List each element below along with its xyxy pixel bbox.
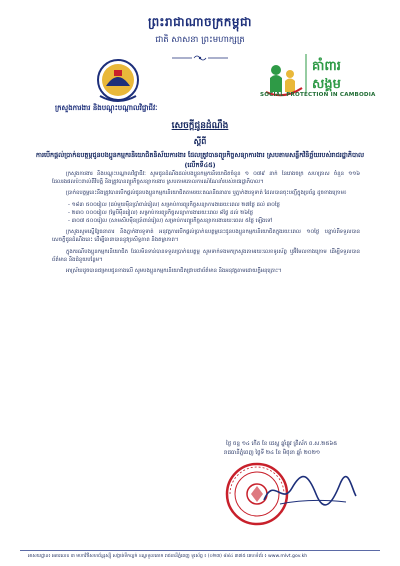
title-block — [20, 120, 380, 170]
document-heading: ការបើកផ្តល់ប្រាក់ឧបត្ថម្ភជូនបងប្អូនកម្មករនិយោជិតនិស័យការងារ ដែលត្រូវបានព្យួរកិច្ចសន្យាការងារ ស្របតាមសន្លឹកវិនិច្ឆ័យរបស់រាជរដ្ឋាភិបាល (លើកទី៤៥) — [35, 151, 365, 169]
paragraph-4: ក្នុងករណីបងប្អូនកម្មករនិយោជិត ដែលមិនទាន់បានទទួលប្រាក់ឧបត្ថម្ភ សូមទាក់ទងមកក្រសួងតាមរយៈលេខទូរស័ព្ទ ឬអ៊ីមែលខាងក្រោម ដើម្បីទទួលបានព័ត៌មាន និងជំនួយបន្ថែម។ — [52, 248, 360, 263]
ministry-logo-icon — [92, 56, 144, 106]
paragraph-2: ប្រាក់ឧបត្ថម្ភនេះនឹងត្រូវបានបើកផ្តល់ជូនបងប្អូនកម្មករនិយោជិតតាមរយៈគណនីធនាគារ ឬភ្នាក់ងារទូទាត់ ដែលបានចុះបញ្ជីក្នុងប្រព័ន្ធ ដូចខាងក្រោម៖ — [66, 190, 347, 197]
document-title: សេចក្តីជូនដំណឹង — [171, 121, 229, 131]
kingdom-motto: ជាតិ សាសនា ព្រះមហាក្សត្រ — [155, 35, 245, 45]
svg-text:សង្គម: សង្គម — [312, 77, 341, 92]
signature-area — [200, 440, 370, 535]
ornament-divider-icon — [170, 54, 230, 62]
paragraph-1: ក្រសួងការងារ និងបណ្តុះបណ្តាលវិជ្ជាជីវៈ សូមជូនដំណឹងដល់បងប្អូនកម្មករនិយោជិតចំនួន ១ ០៧៩ នាក់ នៃរោងចក្រ សហគ្រាស ចំនួន ១១៦ ដែលរងផលប៉ះពាល់ពីវិបត្តិ និងត្រូវបានព្យួរកិច្ចសន្យាការងារ ស្របតាមគោលការណ៍ណែនាំរបស់រាជរដ្ឋាភិបាល។ — [52, 171, 360, 186]
social-protection-caption: SOCIAL PROTECTION IN CAMBODIA — [260, 92, 376, 98]
solar-date: រាជធានីភ្នំពេញ ថ្ងៃទី ២៤ ខែ មិថុនា ឆ្នាំ ២០២១ — [224, 450, 321, 456]
signature-icon — [260, 470, 360, 510]
kingdom-title: ព្រះរាជាណាចក្រកម្ពុជា — [148, 15, 252, 29]
svg-text:គាំពារ: គាំពារ — [312, 59, 341, 74]
allowance-list — [52, 201, 360, 226]
ministry-name: ក្រសួងការងារ និងបណ្តុះបណ្តាលវិជ្ជាជីវៈ — [55, 104, 158, 112]
paragraph-3: ក្រសួងសូមស្នើឱ្យធនាគារ និងភ្នាក់ងារទូទាត់ អនុវត្តការបើកផ្តល់ប្រាក់ឧបត្ថម្ភនេះជូនបងប្អូនកម្មករនិយោជិតក្នុងរយៈពេល ១០ថ្ងៃ បន្ទាប់ពីទទួលបានសេចក្តីជូនដំណឹងនេះ ដើម្បីធានាបាននូវប្រសិទ្ធភាព និងតម្លាភាព។ — [52, 229, 360, 244]
footer-address: អាសយដ្ឋាន៖ អគារលេខ ៣ មហាវិថីសហព័ន្ធរុស្ស៊ី សង្កាត់ទឹកល្អក់ ខណ្ឌទួលគោក រាជធានីភ្នំពេញ ទូរស័ព្ទ ៖ (០២៣) ៨៨៤ ៣៧៥ គេហទំព័រ ៖ www.mlvt.gov.kh — [28, 554, 308, 559]
paragraph-5: អាស្រ័យដូចបានជម្រាបជូនខាងលើ សូមបងប្អូនកម្មករនិយោជិតជ្រាបជាព័ត៌មាន និងអនុវត្តតាមដោយក្តីអនុគ្រោះ។ — [66, 268, 282, 275]
document-body — [52, 170, 360, 278]
document-subject: ស្តីពី — [193, 137, 207, 146]
list-item: - ៣០៧ ៥០០រៀល (សាមសិបម៉ឺនប្រាំពាន់រៀល) សម្រាប់ការព្យួរកិច្ចសន្យាការងាររយៈពេល ៥ថ្ងៃ ឡើងទៅ — [68, 218, 273, 225]
lunar-date: ថ្ងៃ ចន្ទ ១៤ កើត ខែ ជេស្ឋ ឆ្នាំឆ្លូវ ត្រីស័ក ព.ស.២៥៦៥ — [226, 441, 338, 447]
list-item: - ១៨៣ ៥០០រៀល (ដប់មួយម៉ឺនប្រាំពាន់រៀល) សម្រាប់ការព្យួរកិច្ចសន្យាការងាររយៈពេល ២៧ថ្ងៃ ដល់ ៣០ថ្ងៃ — [68, 201, 280, 208]
document-footer — [0, 550, 400, 564]
footer-divider — [20, 550, 380, 551]
list-item: - ២៣០ ០០០រៀល (ម្ភៃបីម៉ឺនរៀល) សម្រាប់ការព្យួរកិច្ចសន្យាការងាររយៈពេល ៨ថ្ងៃ ដល់ ២៦ថ្ងៃ — [68, 209, 254, 216]
